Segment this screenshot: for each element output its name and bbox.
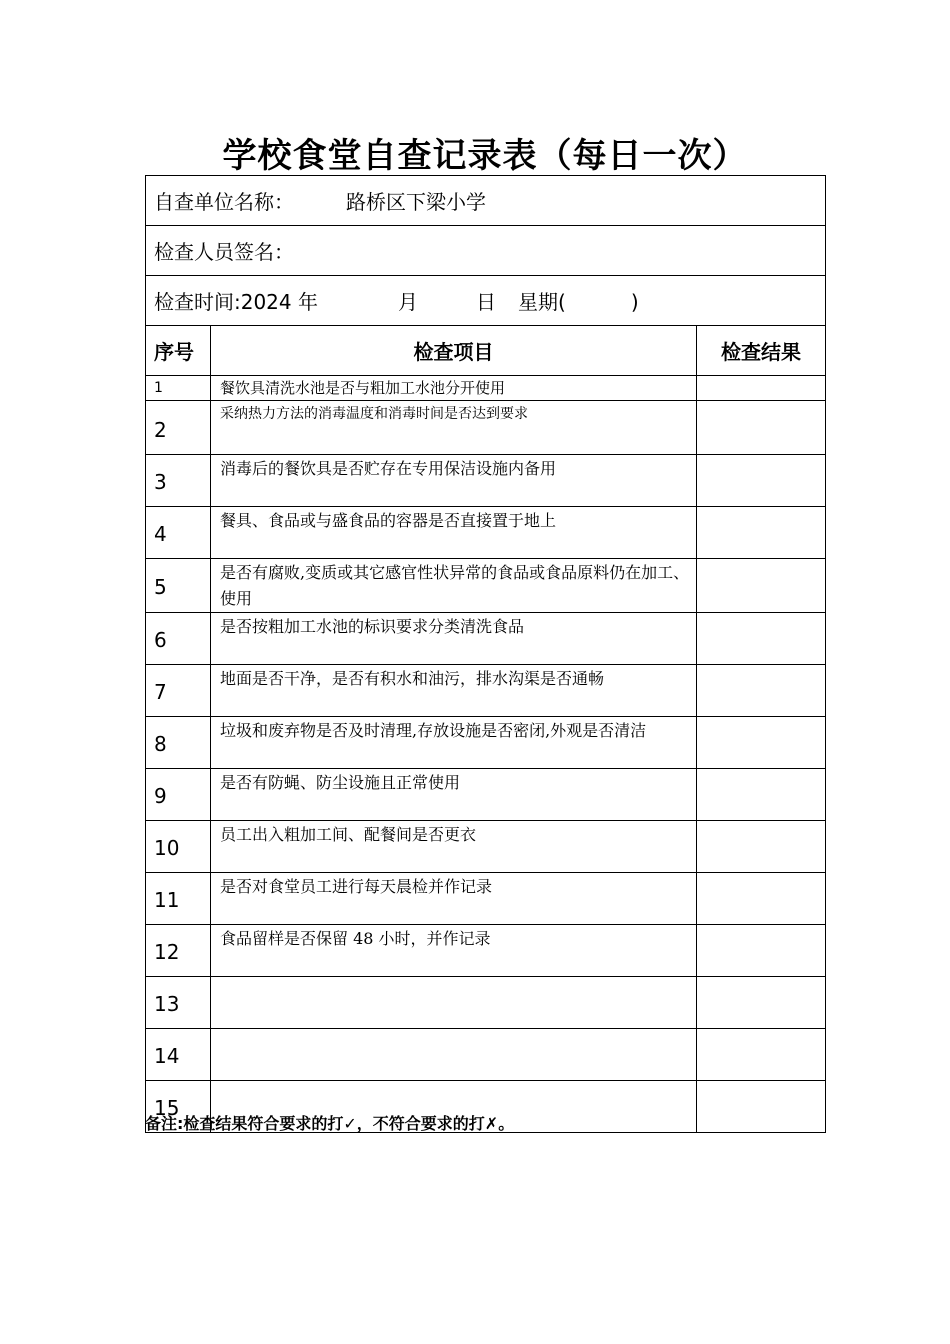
result-cell[interactable] [697, 821, 826, 873]
table-row [146, 821, 826, 873]
row-number: 15 [146, 1081, 211, 1133]
inspector-label: 检查人员签名： [154, 240, 294, 264]
row-number: 2 [146, 401, 211, 455]
header-no: 序号 [146, 326, 211, 376]
row-number: 6 [146, 613, 211, 665]
row-number: 9 [146, 769, 211, 821]
result-cell[interactable] [697, 401, 826, 455]
result-cell[interactable] [697, 1029, 826, 1081]
weekday-close: ) [630, 290, 639, 314]
form-title: 学校食堂自查记录表（每日一次） [222, 136, 748, 176]
check-item: 是否按粗加工水池的标识要求分类清洗食品 [211, 613, 697, 665]
table-row [146, 401, 826, 455]
check-item: 垃圾和废弃物是否及时清理,存放设施是否密闭,外观是否清洁 [211, 717, 697, 769]
header-item: 检查项目 [211, 326, 697, 376]
table-row [146, 769, 826, 821]
inspector-signature-cell[interactable] [146, 226, 826, 276]
table-row [146, 1029, 826, 1081]
unit-value: 路桥区下梁小学 [346, 190, 486, 214]
row-number: 7 [146, 665, 211, 717]
time-cell[interactable] [146, 276, 826, 326]
note-text: 备注:检查结果符合要求的打✓，不符合要求的打✗。 [145, 1114, 515, 1133]
row-number: 10 [146, 821, 211, 873]
table-row [146, 507, 826, 559]
check-item: 消毒后的餐饮具是否贮存在专用保洁设施内备用 [211, 455, 697, 507]
check-item: 餐饮具清洗水池是否与粗加工水池分开使用 [211, 376, 697, 401]
month-label: 月 [398, 290, 418, 314]
check-item: 是否对食堂员工进行每天晨检并作记录 [211, 873, 697, 925]
result-cell[interactable] [697, 925, 826, 977]
table-row [146, 925, 826, 977]
result-cell[interactable] [697, 665, 826, 717]
row-number: 4 [146, 507, 211, 559]
unit-label: 自查单位名称： [154, 190, 294, 214]
result-cell[interactable] [697, 717, 826, 769]
check-item: 采纳热力方法的消毒温度和消毒时间是否达到要求 [211, 401, 697, 455]
header-result: 检查结果 [697, 326, 826, 376]
check-item: 餐具、食品或与盛食品的容器是否直接置于地上 [211, 507, 697, 559]
inspection-form-table [145, 175, 826, 1133]
table-row [146, 873, 826, 925]
unit-row [146, 176, 826, 226]
result-cell[interactable] [697, 613, 826, 665]
row-number: 14 [146, 1029, 211, 1081]
table-row [146, 455, 826, 507]
result-cell[interactable] [697, 507, 826, 559]
row-number: 11 [146, 873, 211, 925]
header-row [146, 326, 826, 376]
table-row [146, 613, 826, 665]
check-item: 地面是否干净，是否有积水和油污，排水沟渠是否通畅 [211, 665, 697, 717]
result-cell[interactable] [697, 769, 826, 821]
row-number: 12 [146, 925, 211, 977]
time-row [146, 276, 826, 326]
check-item: 是否有腐败,变质或其它感官性状异常的食品或食品原料仍在加工、使用 [211, 559, 697, 613]
row-number: 8 [146, 717, 211, 769]
weekday-label: 星期( [518, 290, 566, 314]
result-cell[interactable] [697, 1081, 826, 1133]
result-cell[interactable] [697, 977, 826, 1029]
result-cell[interactable] [697, 559, 826, 613]
check-item: 是否有防蝇、防尘设施且正常使用 [211, 769, 697, 821]
result-cell[interactable] [697, 376, 826, 401]
inspector-row [146, 226, 826, 276]
unit-cell[interactable] [146, 176, 826, 226]
table-row [146, 717, 826, 769]
day-label: 日 [476, 290, 496, 314]
table-row [146, 376, 826, 401]
result-cell[interactable] [697, 873, 826, 925]
check-item [211, 977, 697, 1029]
row-number: 13 [146, 977, 211, 1029]
table-row [146, 665, 826, 717]
row-number: 5 [146, 559, 211, 613]
row-number: 3 [146, 455, 211, 507]
check-item: 员工出入粗加工间、配餐间是否更衣 [211, 821, 697, 873]
table-row [146, 559, 826, 613]
check-item [211, 1029, 697, 1081]
row-number: 1 [146, 376, 211, 401]
check-item: 食品留样是否保留 48 小时，并作记录 [211, 925, 697, 977]
time-label: 检查时间:2024 年 [154, 290, 318, 314]
table-row [146, 977, 826, 1029]
result-cell[interactable] [697, 455, 826, 507]
